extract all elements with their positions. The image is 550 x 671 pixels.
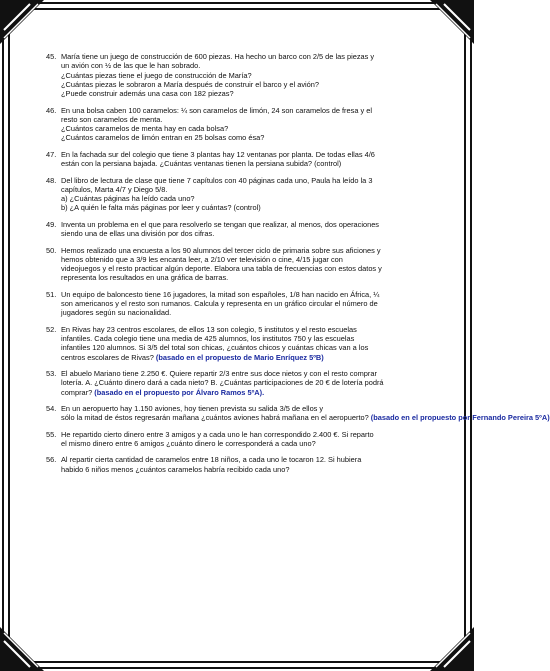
problem-line: son americanos y el resto son rumanos. Calcula y representa en un gráfico circular el número de xyxy=(61,299,378,309)
problem-text xyxy=(61,246,442,283)
problem-number: 52. xyxy=(46,324,57,334)
problem-number: 51. xyxy=(46,289,57,299)
problem-line: ¿Puede construir además una casa con 182 piezas? xyxy=(61,89,234,99)
problem-line: Del libro de lectura de clase que tiene 7 capítulos con 40 páginas cada uno, Paula ha leído la 3 xyxy=(61,175,373,185)
problem-line: En la fachada sur del colegio que tiene 3 plantas hay 12 ventanas por planta. De todas ellas 4/6 xyxy=(61,149,375,159)
problem-text xyxy=(61,290,442,318)
problem-line: Al repartir cierta cantidad de caramelos entre 18 niños, a cada uno le tocaron 12. Si hubiera xyxy=(61,455,362,465)
problem-text xyxy=(61,369,442,397)
problem-text xyxy=(61,325,442,362)
problem-line: comprar? (basado en el propuesto por Álvaro Ramos 5ºA). xyxy=(61,387,265,397)
problem-line: El abuelo Mariano tiene 2.250 €. Quiere repartir 2/3 entre sus doce nietos y con el resto comprar xyxy=(61,369,377,379)
problem-line: capítulos, Marta 4/7 y Diego 5/8. xyxy=(61,184,168,194)
problem-line: María tiene un juego de construcción de 600 piezas. Ha hecho un barco con 2/5 de las piezas y xyxy=(61,52,375,61)
problem-credit: (basado en el propuesto de Mario Enríquez 5ºB) xyxy=(155,352,324,362)
problem-number: 50. xyxy=(46,245,57,255)
problem-text xyxy=(61,150,442,169)
problem-text xyxy=(61,106,442,143)
problem-item xyxy=(46,325,442,362)
problem-line: resto son caramelos de menta. xyxy=(61,114,163,124)
problem-line: a) ¿Cuántas páginas ha leído cada uno? xyxy=(61,194,195,204)
problem-number: 46. xyxy=(46,105,57,115)
problem-line: He repartido cierto dinero entre 3 amigos y a cada uno le han correspondido 2.400 €. Si reparto xyxy=(61,429,374,439)
problem-item xyxy=(46,246,442,283)
problem-text xyxy=(61,404,550,423)
problem-item xyxy=(46,220,442,239)
problem-line: hemos obtenido que a 3/9 les encanta leer, a 2/10 ver televisión o cine, 4/15 jugar con xyxy=(61,254,343,264)
problem-item xyxy=(46,290,442,318)
problem-line: Un equipo de baloncesto tiene 16 jugadores, la mitad son españoles, 1/8 han nacido en África, ¼ xyxy=(61,289,380,299)
problem-line: En un aeropuerto hay 1.150 aviones, hoy tienen prevista su salida 3/5 de ellos y xyxy=(61,404,324,414)
problem-line: En una bolsa caben 100 caramelos: ¼ son caramelos de limón, 24 son caramelos de fresa y el xyxy=(61,105,372,115)
problem-number: 55. xyxy=(46,429,57,439)
problem-line: infantiles 120 alumnos. Si 3/5 del total son chicas, ¿cuántos chicos y cuántas chicas van a los xyxy=(61,343,369,353)
problem-number: 56. xyxy=(46,455,57,465)
problem-line: lotería. A. ¿Cuánto dinero dará a cada nieto? B. ¿Cuántas participaciones de 20 € de lotería podrá xyxy=(61,378,384,388)
problem-item xyxy=(46,176,442,213)
problem-line: infantiles. Cada colegio tiene una media de 425 alumnos, los institutos 750 y las escuelas xyxy=(61,334,355,344)
problem-line: representa los resultados en una gráfica de barras. xyxy=(61,273,229,283)
problem-line: centros escolares de Rivas? (basado en el propuesto de Mario Enríquez 5ºB) xyxy=(61,352,324,362)
problem-number: 54. xyxy=(46,404,57,414)
problem-line: están con la persiana bajada. ¿Cuántas ventanas tienen la persiana subida? (control) xyxy=(61,159,342,169)
problem-text xyxy=(61,455,442,474)
problem-item xyxy=(46,430,442,449)
problem-item xyxy=(46,404,550,423)
corner-ornament-top-left xyxy=(0,0,46,46)
problem-line: habido 6 niños menos ¿cuántos caramelos habría recibido cada uno? xyxy=(61,464,290,474)
problem-line: En Rivas hay 23 centros escolares, de ellos 13 son colegio, 5 institutos y el resto escuelas xyxy=(61,324,357,334)
corner-ornament-bottom-left xyxy=(0,625,46,671)
problem-line: jugadores según su nacionalidad. xyxy=(61,308,172,318)
problem-line: sólo la mitad de éstos regresarán mañana ¿cuántos aviones habrá mañana en el aeropuerto? (basado en el propuesto por Fernando Pereira 5ºA) xyxy=(61,413,550,423)
problem-item xyxy=(46,150,442,169)
problem-list xyxy=(46,52,550,481)
problem-line: Inventa un problema en el que para resolverlo se tengan que realizar, al menos, dos operaciones xyxy=(61,219,379,229)
problem-line: videojuegos y el resto practicar algún deporte. Elabora una tabla de frecuencias con estos datos y xyxy=(61,264,382,274)
problem-text xyxy=(61,176,442,213)
corner-ornament-bottom-right xyxy=(428,625,474,671)
problem-line: ¿Cuántas piezas le sobraron a María después de construir el barco y el avión? xyxy=(61,79,319,89)
problem-text xyxy=(61,52,442,98)
problem-line: siendo una de ellas una división por dos cifras. xyxy=(61,229,215,239)
problem-number: 47. xyxy=(46,149,57,159)
problem-number: 49. xyxy=(46,219,57,229)
problem-line: un avión con ½ de las que le han sobrado. xyxy=(61,61,201,71)
problem-item xyxy=(46,52,442,98)
problem-credit: (basado en el propuesto por Álvaro Ramos 5ºA). xyxy=(94,387,265,397)
corner-ornament-top-right xyxy=(428,0,474,46)
problem-text xyxy=(61,220,442,239)
problem-line: ¿Cuántas piezas tiene el juego de construcción de María? xyxy=(61,70,252,80)
problem-text xyxy=(61,430,442,449)
problem-item xyxy=(46,106,442,143)
problem-line: b) ¿A quién le falta más páginas por leer y cuántas? (control) xyxy=(61,203,261,213)
problem-line: el mismo dinero entre 6 amigos ¿cuánto dinero le corresponderá a cada uno? xyxy=(61,439,316,449)
problem-number: 53. xyxy=(46,369,57,379)
problem-line: Hemos realizado una encuesta a los 90 alumnos del tercer ciclo de primaria sobre sus aficiones y xyxy=(61,245,381,255)
problem-credit: (basado en el propuesto por Fernando Pereira 5ºA) xyxy=(370,413,550,423)
problem-line: ¿Cuántos caramelos de limón entran en 25 bolsas como ésa? xyxy=(61,133,265,143)
problem-number: 45. xyxy=(46,52,57,61)
problem-item xyxy=(46,369,442,397)
problem-item xyxy=(46,455,442,474)
problem-line: ¿Cuántos caramelos de menta hay en cada bolsa? xyxy=(61,124,229,134)
problem-number: 48. xyxy=(46,175,57,185)
